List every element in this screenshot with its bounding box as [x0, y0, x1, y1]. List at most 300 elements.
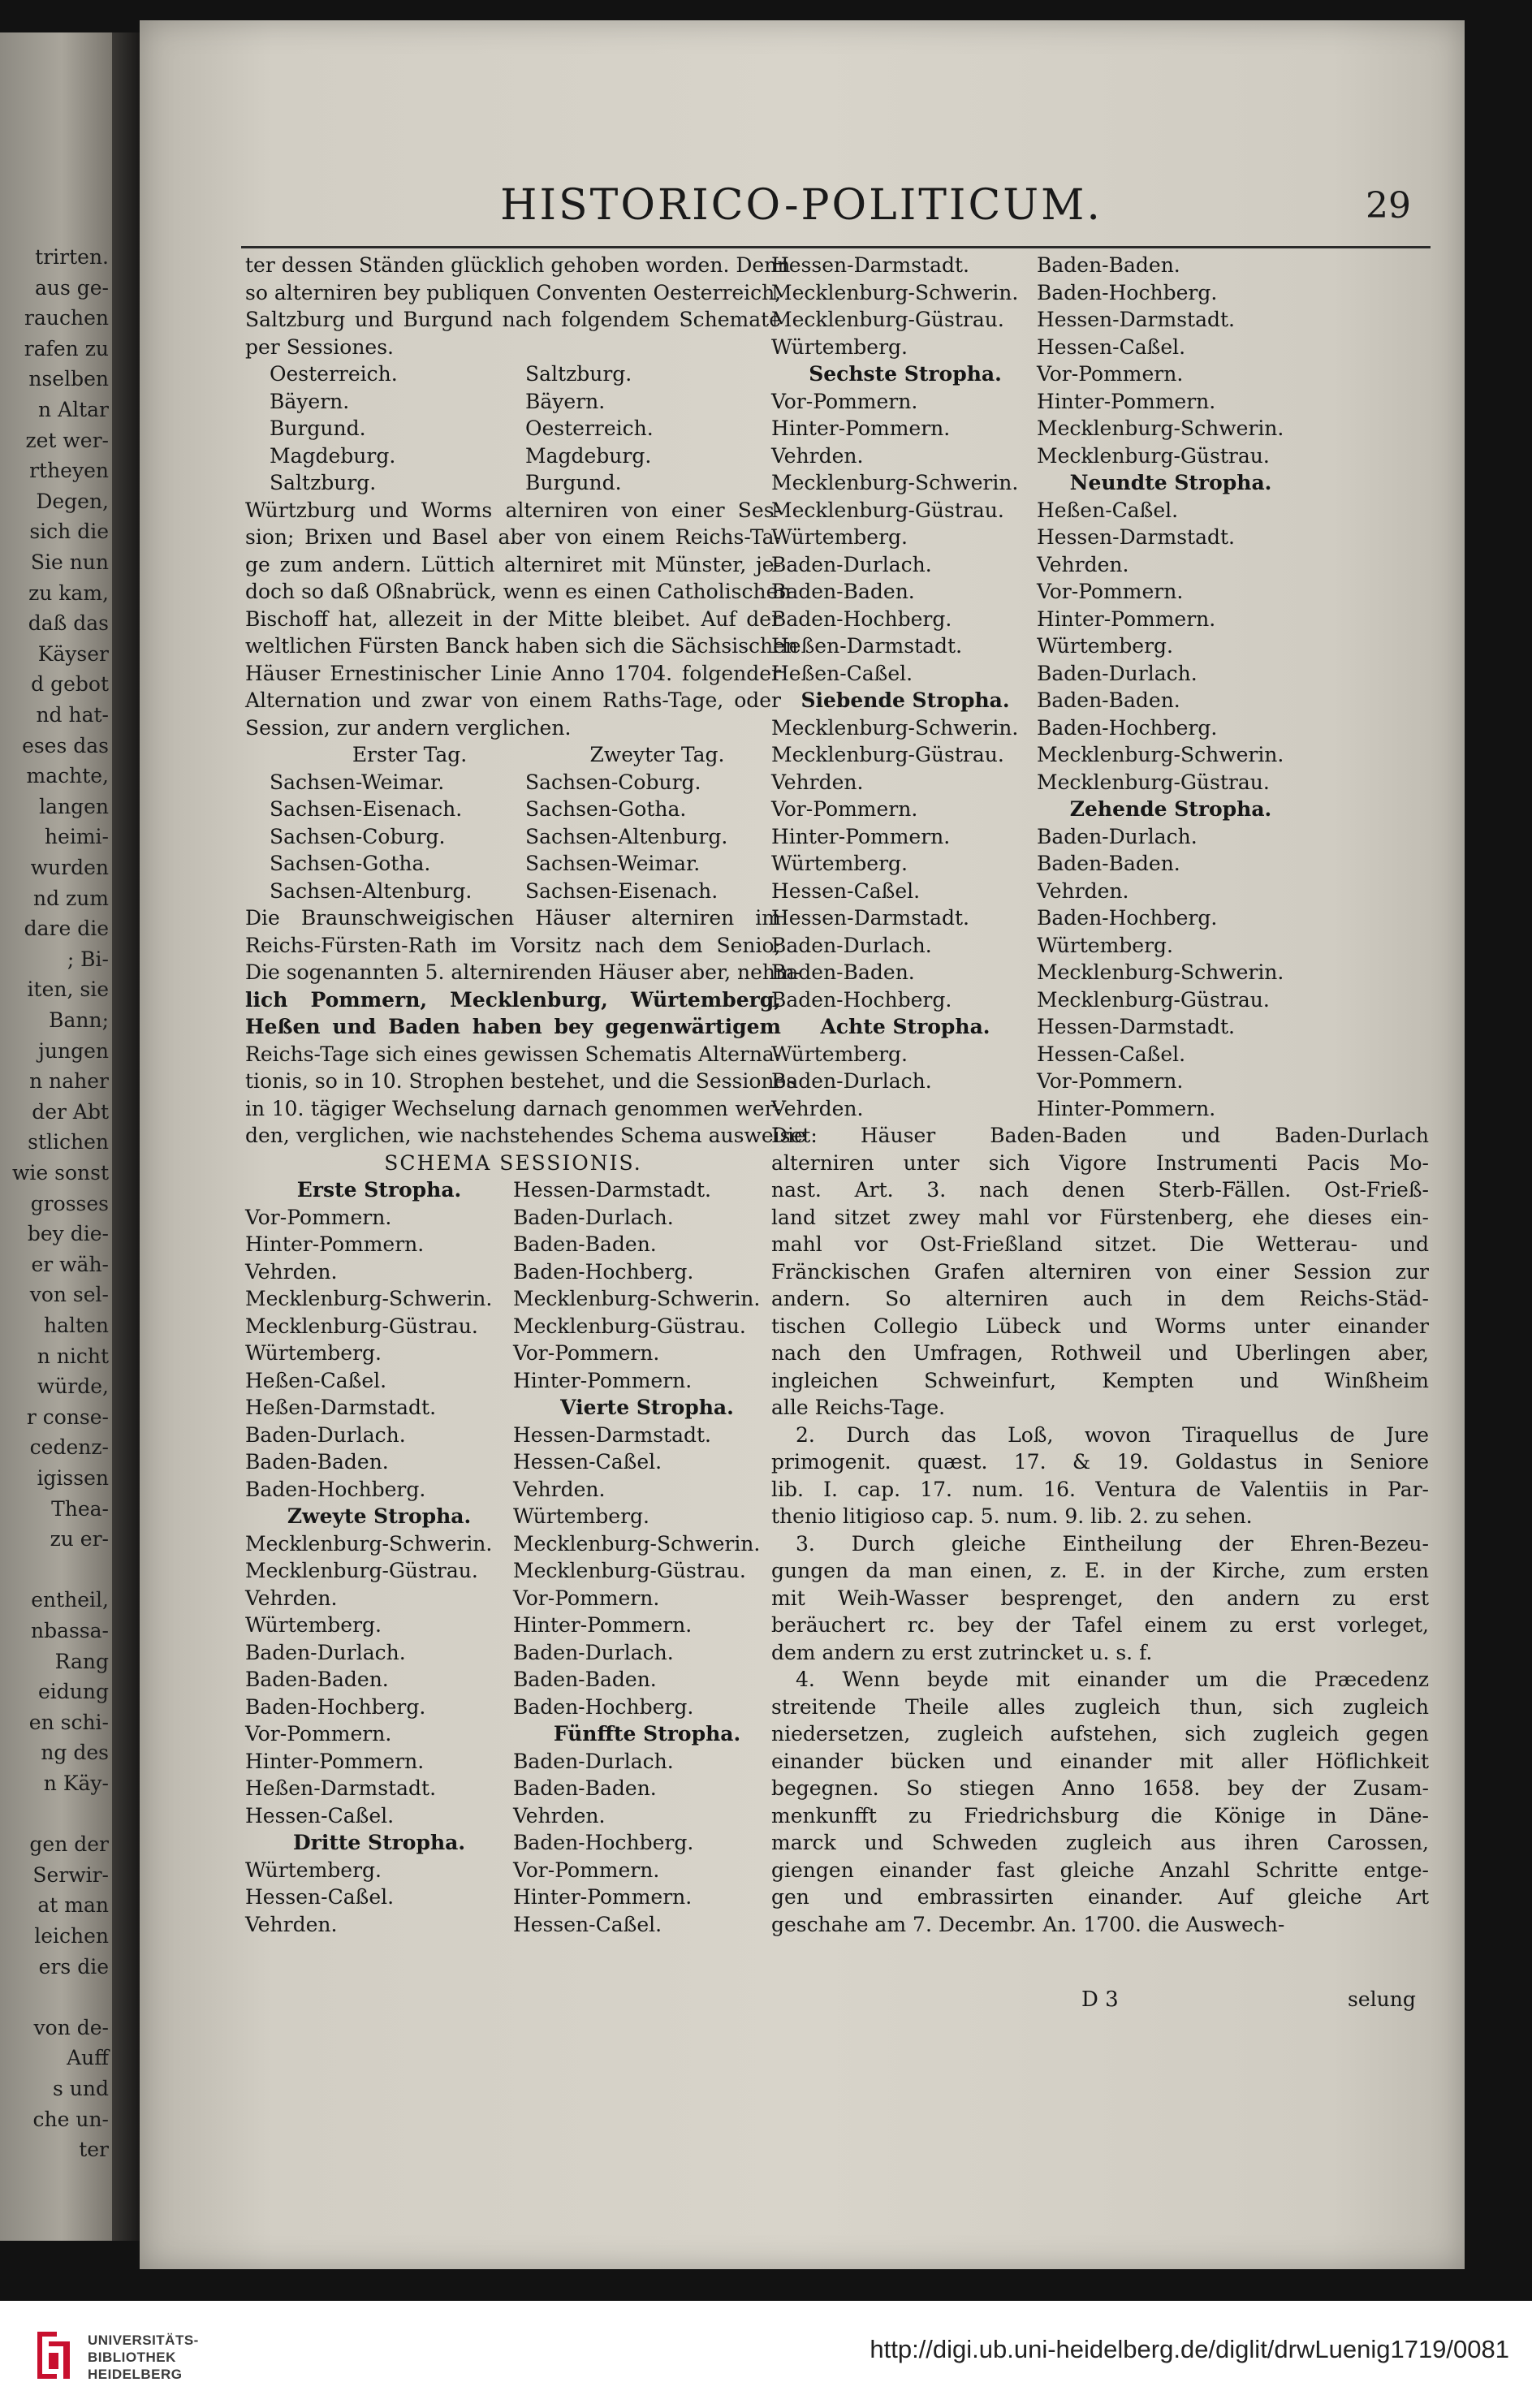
- margin-fragment: Degen,: [36, 489, 109, 513]
- schema-entry: Würtemberg.: [771, 1042, 908, 1066]
- margin-fragment: d gebot: [31, 672, 109, 697]
- schema-entry: Hessen-Caßel.: [1037, 334, 1186, 359]
- text-line: Reichs-Tage sich eines gewissen Schematis Alterna-: [245, 1042, 782, 1066]
- stropha-heading: Dritte Stropha.: [292, 1831, 466, 1854]
- schema-row: [245, 1666, 781, 1694]
- library-name-line: BIBLIOTHEK: [88, 2350, 176, 2365]
- schema-entry: Baden-Baden.: [513, 1668, 657, 1691]
- university-library-logo-icon: [32, 2328, 75, 2382]
- text-line: geschahe am 7. Decembr. An. 1700. die Auswech-: [771, 1912, 1285, 1936]
- margin-fragment: entheil,: [31, 1588, 109, 1612]
- schema-entry: Mecklenburg-Schwerin.: [1037, 960, 1284, 984]
- margin-fragment: iten, sie: [27, 977, 109, 1002]
- schema-entry: Vehrden.: [245, 1912, 338, 1936]
- margin-fragment: Rang: [54, 1649, 109, 1673]
- schema-entry: Sachsen-Eisenach.: [525, 878, 719, 903]
- schema-entry: Baden-Hochberg.: [1037, 906, 1218, 930]
- schema-entry: Baden-Hochberg.: [771, 987, 952, 1012]
- schema-entry: Vehrden.: [513, 1803, 606, 1828]
- margin-fragment: eses das: [22, 733, 109, 757]
- schema-entry: Vor-Pommern.: [513, 1858, 660, 1882]
- text-line: so alterniren bey publiquen Conventen Oesterreich,: [245, 280, 782, 304]
- margin-fragment: heimi-: [44, 825, 109, 849]
- schema-entry: Baden-Durlach.: [245, 1640, 406, 1664]
- margin-fragment: ; Bi-: [67, 947, 109, 971]
- schema-entry: Baden-Durlach.: [771, 933, 932, 957]
- schema-entry: Baden-Baden.: [513, 1232, 657, 1256]
- schema-entry: Hessen-Caßel.: [513, 1912, 662, 1936]
- schema-entry: Baden-Hochberg.: [513, 1259, 694, 1284]
- schema-entry: Baden-Baden.: [245, 1668, 389, 1691]
- margin-fragment: ter: [79, 2138, 109, 2162]
- margin-fragment: s und: [53, 2077, 109, 2100]
- schema-row: [245, 1285, 781, 1313]
- text-line: Heßen und Baden haben bey gegenwärtigem: [245, 1015, 781, 1038]
- source-url[interactable]: http://digi.ub.uni-heidelberg.de/diglit/drwLuenig1719/0081: [870, 2335, 1509, 2363]
- schema-entry: Würtemberg.: [1037, 933, 1173, 957]
- schema-row: [245, 1884, 781, 1911]
- schema-row: [245, 1802, 781, 1830]
- schema-entry: Sachsen-Gotha.: [525, 797, 687, 821]
- schema-entry: Mecklenburg-Schwerin.: [245, 1287, 493, 1310]
- schema-entry: Hinter-Pommern.: [1037, 606, 1216, 631]
- schema-entry: Hessen-Darmstadt.: [513, 1178, 711, 1202]
- schema-entry: Mecklenburg-Güstrau.: [513, 1559, 746, 1582]
- margin-fragment: rtheyen: [29, 459, 109, 483]
- schema-entry: Würtemberg.: [1037, 634, 1173, 658]
- margin-fragment: von sel-: [29, 1283, 109, 1307]
- text-line: mahl vor Ost-Frießland sitzet. Die Wetterau- und: [771, 1232, 1429, 1256]
- text-line: tionis, so in 10. Strophen bestehet, und die Sessiones: [245, 1069, 797, 1093]
- schema-entry: Mecklenburg-Güstrau.: [771, 308, 1004, 331]
- schema-entry: Baden-Baden.: [1037, 852, 1180, 875]
- schema-entry: Vehrden.: [245, 1259, 338, 1284]
- margin-fragment: ng des: [41, 1741, 109, 1765]
- margin-fragment: nbassa-: [30, 1619, 109, 1642]
- catchword: selung: [1348, 1987, 1416, 2011]
- page-number: 29: [1366, 185, 1411, 227]
- schema-row: [245, 1857, 781, 1884]
- text-line: 2. Durch das Loß, wovon Tiraquellus de Jure: [796, 1422, 1429, 1447]
- text-line: lich Pommern, Mecklenburg, Würtemberg,: [245, 987, 781, 1012]
- schema-entry: Bäyern.: [270, 389, 350, 413]
- margin-fragment: bey die-: [27, 1222, 109, 1246]
- schema-entry: Hessen-Caßel.: [245, 1803, 395, 1828]
- schema-entry: Baden-Baden.: [1037, 253, 1180, 277]
- margin-fragment: nd hat-: [36, 703, 109, 727]
- schema-entry: Baden-Baden.: [771, 960, 915, 984]
- margin-fragment: gen der: [29, 1832, 109, 1857]
- schema-entry: Burgund.: [525, 471, 622, 494]
- text-line: lib. I. cap. 17. num. 16. Ventura de Valentiis in Par-: [771, 1477, 1429, 1501]
- schema-entry: Hessen-Darmstadt.: [771, 906, 969, 930]
- schema-entry: Bäyern.: [525, 389, 606, 413]
- schema-entry: Baden-Durlach.: [1037, 661, 1198, 685]
- schema-entry: Baden-Hochberg.: [1037, 280, 1218, 304]
- text-line: einander bücken und einander mit aller Höflichkeit: [771, 1749, 1429, 1773]
- schema-entry: Vor-Pommern.: [771, 389, 918, 413]
- day-heading: Erster Tag.: [352, 743, 468, 766]
- margin-fragment: Auff: [67, 2046, 109, 2070]
- text-line: streitende Theile alles zugleich thun, sich zugleich: [771, 1694, 1429, 1719]
- margin-fragment: er wäh-: [31, 1252, 109, 1276]
- schema-entry: Hinter-Pommern.: [513, 1368, 693, 1392]
- schema-entry: Magdeburg.: [270, 443, 396, 468]
- text-line: ingleichen Schweinfurt, Kempten und Winßheim: [771, 1368, 1429, 1392]
- schema-entry: Hessen-Darmstadt.: [1037, 525, 1235, 549]
- stropha-heading: Fünffte Stropha.: [553, 1722, 741, 1746]
- schema-entry: Hinter-Pommern.: [1037, 389, 1216, 413]
- text-line: 4. Wenn beyde mit einander um die Præcedenz: [796, 1668, 1429, 1691]
- margin-fragment: daß das: [28, 611, 109, 636]
- schema-entry: Hessen-Caßel.: [771, 878, 921, 903]
- schema-row: [245, 1639, 781, 1667]
- schema-entry: Vehrden.: [245, 1586, 338, 1610]
- margin-fragment: langen: [39, 794, 109, 818]
- book-gutter: [112, 32, 140, 2241]
- margin-fragment: r conse-: [26, 1405, 109, 1429]
- schema-row: [245, 1503, 781, 1530]
- schema-row: [245, 1422, 781, 1449]
- text-line: primogenit. quæst. 17. & 19. Goldastus in Seniore: [771, 1450, 1429, 1474]
- margin-fragment: eidung: [38, 1680, 109, 1704]
- schema-entry: Vor-Pommern.: [1037, 580, 1184, 603]
- text-line: tischen Collegio Lübeck und Worms unter einander: [771, 1314, 1429, 1338]
- margin-fragment: wie sonst: [12, 1161, 109, 1185]
- margin-fragment: machte,: [26, 764, 109, 788]
- library-name-line: HEIDELBERG: [88, 2367, 183, 2382]
- schema-entry: Baden-Baden.: [1037, 688, 1180, 712]
- text-line: den, verglichen, wie nachstehendes Schema ausweiset:: [245, 1124, 818, 1147]
- margin-fragment: rafen zu: [24, 336, 109, 360]
- schema-entry: Sachsen-Weimar.: [525, 852, 701, 875]
- schema-entry: Hinter-Pommern.: [245, 1232, 425, 1256]
- schema-entry: Mecklenburg-Schwerin.: [1037, 416, 1284, 440]
- text-line: land sitzet zwey mahl vor Fürstenberg, ehe dieses ein-: [771, 1205, 1429, 1229]
- schema-entry: Oesterreich.: [270, 362, 398, 386]
- margin-fragment: grosses: [30, 1191, 109, 1215]
- text-line: mit Weih-Wasser besprenget, den andern zu erst: [771, 1586, 1429, 1610]
- text-line: nach den Umfragen, Rothweil und Uberlingen aber,: [771, 1341, 1429, 1365]
- text-line: Häuser Ernestinischer Linie Anno 1704. folgender: [245, 661, 781, 685]
- schema-entry: Baden-Durlach.: [513, 1749, 674, 1773]
- schema-entry: Hinter-Pommern.: [771, 416, 951, 440]
- margin-fragment: Käyser: [37, 641, 109, 666]
- schema-entry: Vor-Pommern.: [245, 1722, 392, 1746]
- schema-row: [245, 1340, 781, 1367]
- schema-entry: Hessen-Darmstadt.: [513, 1422, 711, 1447]
- schema-entry: Vor-Pommern.: [513, 1586, 660, 1610]
- schema-entry: Vehrden.: [771, 770, 864, 794]
- schema-entry: Hinter-Pommern.: [513, 1885, 693, 1909]
- schema-entry: Mecklenburg-Schwerin.: [771, 280, 1019, 304]
- margin-fragment: aus ge-: [34, 275, 109, 300]
- stropha-heading: Zehende Stropha.: [1069, 797, 1272, 821]
- margin-fragment: nselben: [28, 367, 109, 391]
- schema-entry: Hinter-Pommern.: [771, 824, 951, 848]
- text-line: sion; Brixen und Basel aber von einem Reichs-Ta-: [245, 525, 781, 549]
- schema-row: [245, 1448, 781, 1476]
- margin-fragment: rauchen: [24, 306, 109, 330]
- day-heading: Zweyter Tag.: [589, 743, 725, 766]
- text-line: Würtzburg und Worms alterniren von einer Ses-: [245, 498, 781, 522]
- text-line: per Sessiones.: [245, 334, 394, 359]
- stropha-heading: Zweyte Stropha.: [287, 1504, 472, 1528]
- schema-entry: Heßen-Darmstadt.: [245, 1396, 437, 1419]
- schema-entry: Mecklenburg-Güstrau.: [771, 498, 1004, 522]
- schema-entry: Saltzburg.: [270, 471, 377, 494]
- schema-entry: Mecklenburg-Güstrau.: [771, 743, 1004, 766]
- schema-entry: Hessen-Darmstadt.: [1037, 308, 1235, 331]
- schema-entry: Mecklenburg-Schwerin.: [513, 1287, 761, 1310]
- schema-entry: Baden-Hochberg.: [771, 606, 952, 631]
- schema-entry: Sachsen-Gotha.: [270, 852, 431, 875]
- schema-row: [245, 1231, 781, 1258]
- schema-entry: Sachsen-Altenburg.: [525, 824, 728, 848]
- schema-entry: Baden-Baden.: [513, 1776, 657, 1800]
- schema-entry: Vor-Pommern.: [245, 1205, 392, 1229]
- text-line: ter dessen Ständen glücklich gehoben worden. Denn: [245, 253, 791, 277]
- stropha-heading: Vierte Stropha.: [560, 1396, 734, 1419]
- schema-entry: Heßen-Caßel.: [771, 661, 913, 685]
- running-head: HISTORICO-POLITICUM.: [500, 181, 1103, 230]
- schema-entry: Baden-Baden.: [771, 580, 915, 603]
- margin-fragment: nd zum: [32, 886, 109, 910]
- schema-entry: Sachsen-Coburg.: [525, 770, 701, 794]
- stropha-heading: Siebende Stropha.: [801, 688, 1010, 712]
- text-line: dem andern zu erst zutrincket u. s. f.: [771, 1640, 1153, 1664]
- schema-entry: Vehrden.: [1037, 552, 1129, 576]
- margin-fragment: ers die: [38, 1954, 109, 1979]
- schema-entry: Mecklenburg-Güstrau.: [1037, 443, 1270, 468]
- schema-entry: Würtemberg.: [245, 1858, 382, 1882]
- text-line: Reichs-Fürsten-Rath im Vorsitz nach dem Senio;: [245, 933, 781, 957]
- schema-entry: Mecklenburg-Güstrau.: [513, 1314, 746, 1338]
- schema-entry: Baden-Durlach.: [513, 1205, 674, 1229]
- schema-entry: Baden-Hochberg.: [245, 1694, 426, 1719]
- margin-fragment: von de-: [33, 2015, 109, 2039]
- schema-entry: Hinter-Pommern.: [1037, 1096, 1216, 1120]
- text-line: 3. Durch gleiche Eintheilung der Ehren-Bezeu-: [796, 1531, 1429, 1556]
- schema-entry: Sachsen-Altenburg.: [270, 878, 473, 903]
- schema-row: [245, 442, 781, 470]
- schema-row: [245, 1394, 781, 1422]
- schema-row: [245, 1829, 781, 1857]
- schema-entry: Mecklenburg-Güstrau.: [1037, 770, 1270, 794]
- text-line: ge zum andern. Lüttich alterniret mit Münster, je-: [245, 552, 781, 576]
- schema-entry: Heßen-Caßel.: [245, 1368, 387, 1392]
- text-line: thenio litigioso cap. 5. num. 9. lib. 2. zu sehen.: [771, 1504, 1253, 1528]
- schema-entry: Hessen-Caßel.: [245, 1885, 395, 1909]
- schema-entry: Mecklenburg-Schwerin.: [771, 715, 1019, 740]
- schema-entry: Vor-Pommern.: [771, 797, 918, 821]
- text-line: andern. So alterniren auch in dem Reichs-Städ-: [771, 1287, 1429, 1310]
- margin-fragment: igissen: [37, 1466, 109, 1490]
- schema-row: [245, 1557, 781, 1585]
- schema-entry: Heßen-Caßel.: [1037, 498, 1179, 522]
- schema-entry: Vehrden.: [771, 443, 864, 468]
- text-column-right: [771, 1122, 1429, 1938]
- margin-fragment: der Abt: [32, 1099, 109, 1124]
- schema-row: [245, 360, 781, 388]
- schema-entry: Würtemberg.: [245, 1613, 382, 1637]
- head-rule: [241, 246, 1431, 248]
- text-line: niedersetzen, zugleich aufstehen, sich zugleich gegen: [771, 1722, 1429, 1746]
- margin-fragment: sich die: [29, 520, 109, 544]
- margin-fragment: n nicht: [37, 1344, 109, 1368]
- schema-entry: Hessen-Caßel.: [513, 1450, 662, 1474]
- text-line: begegnen. So stiegen Anno 1658. bey der Zusam-: [771, 1776, 1429, 1800]
- schema-row: [245, 415, 781, 442]
- schema-entry: Mecklenburg-Güstrau.: [245, 1314, 478, 1338]
- schema-entry: Sachsen-Coburg.: [270, 824, 446, 848]
- schema-row: [245, 850, 781, 878]
- schema-row: [245, 1694, 781, 1721]
- stropha-heading: Sechste Stropha.: [809, 362, 1002, 386]
- schema-entry: Hessen-Darmstadt.: [1037, 1015, 1235, 1038]
- text-line: Die Häuser Baden-Baden und Baden-Durlach: [771, 1124, 1429, 1147]
- text-line: Alternation und zwar von einem Raths-Tage, oder: [245, 688, 781, 712]
- schema-heading-row: [245, 741, 781, 769]
- schema-entry: Sachsen-Eisenach.: [270, 797, 463, 821]
- schema-entry: Hessen-Caßel.: [1037, 1042, 1186, 1066]
- margin-fragment: jungen: [38, 1038, 109, 1063]
- schema-entry: Baden-Hochberg.: [513, 1831, 694, 1854]
- schema-entry: Baden-Durlach.: [1037, 824, 1198, 848]
- schema-row: [245, 1720, 781, 1748]
- text-line: Die Braunschweigischen Häuser alterniren im: [245, 906, 781, 930]
- stropha-heading: Achte Stropha.: [820, 1015, 990, 1038]
- library-name-line: UNIVERSITÄTS-: [88, 2332, 199, 2348]
- text-line: Saltzburg und Burgund nach folgendem Schemate: [245, 308, 781, 331]
- schema-row: [245, 1258, 781, 1286]
- text-line: doch so daß Oßnabrück, wenn es einen Catholischen: [245, 580, 792, 603]
- text-line: menkunfft zu Friedrichsburg die Könige in Däne-: [771, 1803, 1429, 1828]
- margin-fragment: trirten.: [35, 245, 109, 269]
- margin-fragment: at man: [37, 1893, 109, 1918]
- margin-fragment: cedenz-: [29, 1435, 109, 1460]
- library-footer: [0, 2301, 1532, 2408]
- schema-entry: Würtemberg.: [513, 1504, 649, 1528]
- schema-row: [245, 1911, 781, 1939]
- schema-entry: Baden-Baden.: [245, 1450, 389, 1474]
- schema-row: [245, 1585, 781, 1612]
- text-line: gen und embrassirten einander. Auf gleiche Art: [771, 1885, 1429, 1909]
- schema-entry: Würtemberg.: [771, 334, 908, 359]
- schema-row: [245, 1530, 781, 1558]
- schema-entry: Vehrden.: [1037, 878, 1129, 903]
- schema-row: [245, 769, 781, 796]
- text-line: alle Reichs-Tage.: [771, 1396, 946, 1419]
- margin-fragment: n Altar: [38, 398, 109, 421]
- margin-fragment: zet wer-: [25, 428, 109, 452]
- schema-entry: Sachsen-Weimar.: [270, 770, 445, 794]
- previous-page-edge: [0, 32, 112, 2241]
- schema-row: [245, 1367, 781, 1395]
- text-line: alterniren unter sich Vigore Instrumenti Pacis Mo-: [771, 1150, 1429, 1175]
- schema-entry: Heßen-Darmstadt.: [245, 1776, 437, 1800]
- schema-row: [245, 823, 781, 851]
- text-line: marck und Schweden zugleich aus ihren Carossen,: [771, 1831, 1429, 1854]
- schema-entry: Baden-Durlach.: [245, 1422, 406, 1447]
- schema-entry: Vor-Pommern.: [1037, 1069, 1184, 1093]
- margin-fragment: wurden: [30, 856, 109, 879]
- signature-mark: D 3: [1081, 1987, 1119, 2012]
- text-line: Die sogenannten 5. alternirenden Häuser aber, nehm-: [245, 960, 802, 984]
- schema-entry: Mecklenburg-Schwerin.: [771, 471, 1019, 494]
- margin-fragment: Serwir-: [32, 1862, 109, 1887]
- library-name: [88, 2332, 199, 2383]
- schema-entry: Baden-Hochberg.: [1037, 715, 1218, 740]
- margin-fragment: Thea-: [51, 1496, 109, 1521]
- text-line: nast. Art. 3. nach denen Sterb-Fällen. Ost-Frieß-: [771, 1178, 1429, 1202]
- schema-entry: Hinter-Pommern.: [513, 1613, 693, 1637]
- schema-entry: Mecklenburg-Schwerin.: [513, 1531, 761, 1556]
- schema-entry: Würtemberg.: [245, 1341, 382, 1365]
- schema-row: [245, 1313, 781, 1340]
- schema-entry: Saltzburg.: [525, 362, 632, 386]
- schema-entry: Baden-Hochberg.: [245, 1477, 426, 1501]
- schema-entry: Würtemberg.: [771, 525, 908, 549]
- schema-row: [245, 796, 781, 823]
- schema-row: [245, 388, 781, 416]
- schema-entry: Baden-Durlach.: [513, 1640, 674, 1664]
- schema-row: [245, 1748, 781, 1776]
- text-line: beräuchert rc. bey der Tafel einem zu erst vorleget,: [771, 1613, 1429, 1637]
- schema-title: SCHEMA SESSIONIS.: [384, 1150, 642, 1175]
- schema-entry: Hinter-Pommern.: [245, 1749, 425, 1773]
- margin-fragment: würde,: [37, 1374, 109, 1399]
- margin-fragment: halten: [44, 1314, 109, 1337]
- schema-row: [245, 1612, 781, 1639]
- schema-entry: Burgund.: [270, 416, 366, 440]
- schema-entry: Mecklenburg-Schwerin.: [1037, 743, 1284, 766]
- margin-fragment: n naher: [29, 1069, 109, 1094]
- margin-fragment: stlichen: [28, 1130, 109, 1154]
- schema-entry: Vor-Pommern.: [513, 1341, 660, 1365]
- schema-entry: Würtemberg.: [771, 852, 908, 875]
- schema-row: [245, 1476, 781, 1504]
- margin-fragment: zu er-: [50, 1527, 109, 1551]
- book-page: [140, 20, 1465, 2269]
- schema-entry: Mecklenburg-Schwerin.: [245, 1531, 493, 1556]
- stropha-heading: Neundte Stropha.: [1069, 471, 1272, 494]
- schema-list-right: [1037, 252, 1305, 1122]
- margin-fragment: Sie nun: [30, 550, 109, 574]
- schema-entry: Hessen-Darmstadt.: [771, 253, 969, 277]
- text-line: Fränckischen Grafen alterniren von einer Session zur: [771, 1259, 1429, 1284]
- margin-fragment: che un-: [32, 2107, 109, 2131]
- text-line: weltlichen Fürsten Banck haben sich die Sächsischen: [245, 634, 799, 658]
- schema-list-middle: [771, 252, 1039, 1122]
- text-line: giengen einander fast gleiche Anzahl Schritte entge-: [771, 1858, 1429, 1882]
- margin-fragment: en schi-: [28, 1710, 109, 1734]
- schema-row: [245, 469, 781, 497]
- margin-fragment: dare die: [24, 917, 109, 941]
- schema-row: [245, 1204, 781, 1232]
- margin-fragment: n Käy-: [43, 1771, 109, 1795]
- schema-entry: Magdeburg.: [525, 443, 652, 468]
- schema-entry: Mecklenburg-Güstrau.: [1037, 987, 1270, 1012]
- schema-row: [245, 878, 781, 905]
- schema-entry: Heßen-Darmstadt.: [771, 634, 963, 658]
- schema-row: [245, 1775, 781, 1802]
- text-line: Session, zur andern verglichen.: [245, 715, 572, 740]
- schema-entry: Oesterreich.: [525, 416, 654, 440]
- schema-entry: Vehrden.: [513, 1477, 606, 1501]
- text-line: Bischoff hat, allezeit in der Mitte bleibet. Auf der: [245, 606, 781, 631]
- text-line: in 10. tägiger Wechselung darnach genommen wer-: [245, 1096, 781, 1120]
